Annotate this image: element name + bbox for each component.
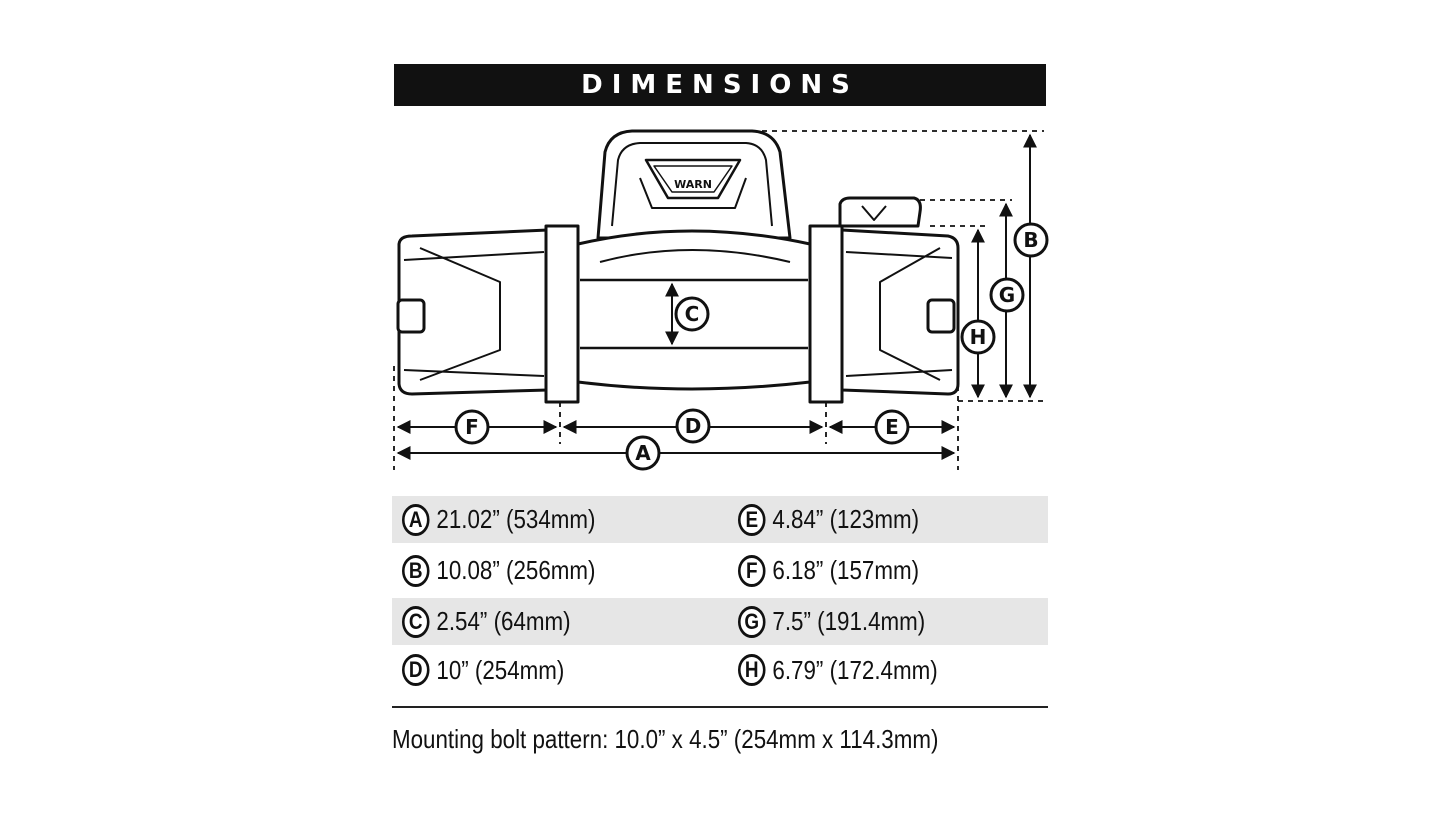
spec-row (392, 543, 1048, 598)
spec-cell (402, 543, 595, 598)
header-title: DIMENSIONS (581, 70, 859, 100)
winch-illustration (398, 131, 958, 402)
spec-value: 7.5” (191.4mm) (772, 606, 926, 636)
svg-text:B: B (1023, 228, 1039, 252)
spec-cell (738, 645, 938, 695)
spec-value: 21.02” (534mm) (436, 504, 596, 534)
spec-value: 2.54” (64mm) (436, 606, 571, 636)
label-g (991, 279, 1023, 311)
spec-row (392, 598, 1048, 645)
label-h (962, 321, 994, 353)
warn-logo-text: WARN (674, 178, 712, 191)
spec-letter-badge: D (402, 654, 430, 686)
spec-letter-badge: A (402, 504, 430, 536)
spec-cell (402, 645, 564, 695)
spec-value: 10.08” (256mm) (436, 555, 596, 585)
spec-cell (738, 543, 919, 598)
spec-value: 10” (254mm) (436, 654, 565, 685)
spec-value: 6.18” (157mm) (772, 555, 920, 585)
spec-value: 4.84” (123mm) (772, 504, 920, 534)
spec-row (392, 496, 1048, 543)
divider (392, 706, 1048, 708)
label-d (677, 410, 709, 442)
spec-letter-badge: F (738, 555, 766, 587)
svg-text:D: D (684, 414, 702, 438)
svg-text:H: H (969, 325, 987, 349)
spec-letter-badge: B (402, 555, 430, 587)
spec-letter-badge: E (738, 504, 766, 536)
svg-text:E: E (885, 415, 899, 439)
spec-cell (402, 598, 571, 645)
spec-cell (738, 496, 919, 543)
spec-letter-badge: C (402, 606, 430, 638)
spec-letter-badge: G (738, 606, 766, 638)
label-f (456, 411, 488, 443)
spec-cell (738, 598, 925, 645)
spec-cell (402, 496, 595, 543)
svg-text:F: F (465, 415, 479, 439)
mounting-bolt-note: Mounting bolt pattern: 10.0” x 4.5” (254mm x 114.3mm) (392, 724, 939, 754)
spec-value: 6.79” (172.4mm) (772, 654, 938, 685)
spec-row (392, 645, 1048, 695)
label-b (1015, 224, 1047, 256)
dimension-spec-table (392, 496, 1048, 695)
spec-letter-badge: H (738, 654, 766, 686)
svg-text:C: C (684, 302, 700, 326)
label-a (627, 437, 659, 469)
svg-text:A: A (635, 441, 651, 465)
label-e (876, 411, 908, 443)
svg-text:G: G (998, 283, 1016, 307)
label-c (676, 298, 708, 330)
